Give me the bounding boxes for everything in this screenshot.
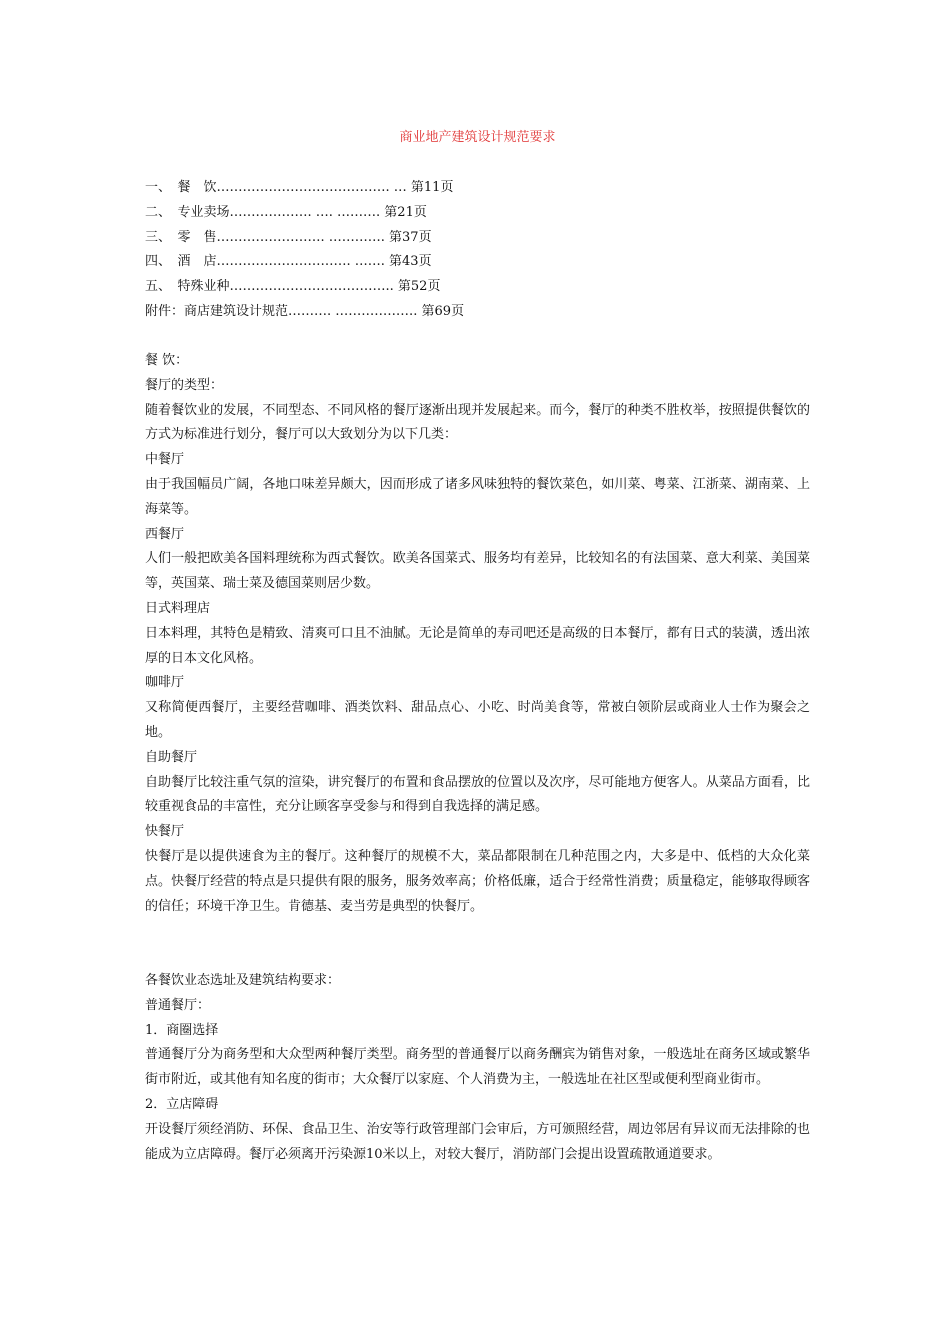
paragraph: 自助餐厅比较注重气氛的渲染，讲究餐厅的布置和食品摆放的位置以及次序，尽可能地方便客人。从菜品方面看，比较重视食品的丰富性，充分让顾客享受参与和得到自我选择的满足感。 (145, 774, 810, 815)
spacer (145, 919, 810, 969)
document-title: 商业地产建筑设计规范要求 (399, 130, 556, 145)
paragraph: 开设餐厅须经消防、环保、食品卫生、治安等行政管理部门会审后，方可颁照经营，周边邻居有异议而无法排除的也能成为立店障碍。餐厅必须离开污染源10米以上，对较大餐厅，消防部门会提出设置疏散通道要求。 (145, 1121, 810, 1162)
paragraph: 日本料理，其特色是精致、清爽可口且不油腻。无论是简单的寿司吧还是高级的日本餐厅，都有日式的装潢，透出浓厚的日本文化风格。 (145, 625, 810, 666)
section-heading: 各餐饮业态选址及建筑结构要求： (145, 972, 341, 988)
type-heading: 中餐厅 (145, 452, 185, 468)
toc-entry: 五、 特殊业种……………………………….. 第52页 (145, 279, 441, 295)
toc-entry: 三、 零 售……………………. …………. 第37页 (145, 229, 432, 245)
item-heading: 1．商圈选择 (145, 1022, 219, 1038)
section-subheading: 餐厅的类型： (145, 377, 224, 393)
type-heading: 咖啡厅 (145, 675, 185, 691)
type-heading: 日式料理店 (145, 600, 211, 616)
toc-entry: 一、 餐 饮…………………………………. … 第11页 (145, 180, 454, 195)
section-heading: 餐 饮： (145, 353, 189, 368)
paragraph: 随着餐饮业的发展，不同型态、不同风格的餐厅逐渐出现并发展起来。而今，餐厅的种类不胜枚举，按照提供餐饮的方式为标准进行划分，餐厅可以大致划分为以下几类： (145, 402, 810, 443)
section-subheading: 普通餐厅： (145, 997, 211, 1013)
toc-entry: 四、 酒 店…………………………. ……. 第43页 (145, 254, 432, 270)
document-body (145, 349, 810, 1167)
type-heading: 快餐厅 (145, 824, 185, 840)
paragraph: 快餐厅是以提供速食为主的餐厅。这种餐厅的规模不大，菜品都限制在几种范围之内，大多是中、低档的大众化菜点。快餐厅经营的特点是只提供有限的服务，服务效率高；价格低廉，适合于经常性消费；质量稳定，能够取得顾客的信任；环境干净卫生。肯德基、麦当劳是典型的快餐厅。 (145, 848, 810, 914)
item-heading: 2．立店障碍 (145, 1096, 219, 1112)
paragraph: 人们一般把欧美各国料理统称为西式餐饮。欧美各国菜式、服务均有差异，比较知名的有法国菜、意大利菜、美国菜等，英国菜、瑞士菜及德国菜则居少数。 (145, 551, 810, 592)
toc-entry: 附件：商店建筑设计规范………. ………………. 第69页 (145, 303, 465, 319)
toc-entry: 二、 专业卖场………………. …. ………. 第21页 (145, 204, 427, 220)
type-heading: 自助餐厅 (145, 749, 198, 765)
paragraph: 由于我国幅员广阔，各地口味差异颇大，因而形成了诸多风味独特的餐饮菜色，如川菜、粤菜、江浙菜、湖南菜、上海菜等。 (145, 476, 810, 517)
type-heading: 西餐厅 (145, 526, 185, 542)
table-of-contents (145, 176, 810, 325)
paragraph: 又称简便西餐厅，主要经营咖啡、酒类饮料、甜品点心、小吃、时尚美食等，常被白领阶层或商业人士作为聚会之地。 (145, 700, 810, 740)
paragraph: 普通餐厅分为商务型和大众型两种餐厅类型。商务型的普通餐厅以商务酬宾为销售对象，一般选址在商务区域或繁华街市附近，或其他有知名度的街市；大众餐厅以家庭、个人消费为主，一般选址在社区型或便利型商业街市。 (145, 1047, 810, 1088)
